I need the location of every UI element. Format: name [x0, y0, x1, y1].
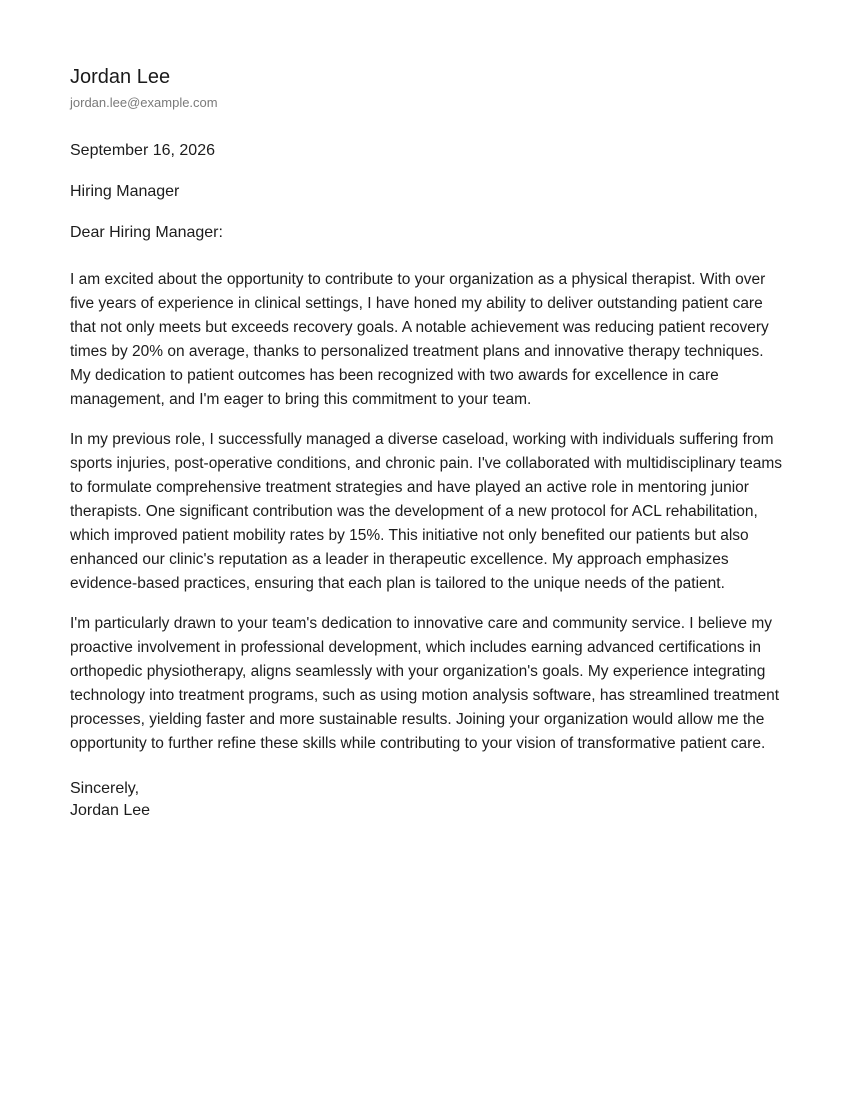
recipient: Hiring Manager	[70, 183, 180, 200]
body-paragraph-1: I am excited about the opportunity to contribute to your organization as a physical therapist. With over five years of experience in clinical settings, I have honed my ability to deliver outstanding patient care that not only meets but exceeds recovery goals. A notable achievement was reducing patient recovery times by 20% on average, thanks to personalized treatment plans and innovative therapy techniques. My dedication to patient outcomes has been recognized with two awards for excellence in care management, and I'm eager to bring this commitment to your team.	[70, 271, 769, 408]
letter-date: September 16, 2026	[70, 142, 215, 159]
cover-letter	[70, 64, 782, 822]
signature-name: Jordan Lee	[70, 802, 151, 819]
body-paragraph-3: I'm particularly drawn to your team's dedication to innovative care and community service. I believe my proactive involvement in professional development, which includes earning advanced certifications in orthopedic physiotherapy, aligns seamlessly with your organization's goals. My experience integrating technology into treatment programs, such as using motion analysis software, has streamlined treatment processes, yielding faster and more sustainable results. Joining your organization would allow me the opportunity to further refine these skills while contributing to your vision of transformative patient care.	[70, 615, 780, 752]
closing: Sincerely,	[70, 780, 140, 797]
sender-email: jordan.lee@example.com	[70, 95, 218, 110]
sender-name: Jordan Lee	[70, 66, 171, 88]
salutation: Dear Hiring Manager:	[70, 224, 223, 241]
body-paragraph-2: In my previous role, I successfully managed a diverse caseload, working with individuals suffering from sports injuries, post-operative conditions, and chronic pain. I've collaborated with multidisciplinary teams to formulate comprehensive treatment strategies and have played an active role in mentoring junior therapists. One significant contribution was the development of a new protocol for ACL rehabilitation, which improved patient mobility rates by 15%. This initiative not only benefited our patients but also enhanced our clinic's reputation as a leader in therapeutic excellence. My approach emphasizes evidence-based practices, ensuring that each plan is tailored to the unique needs of the patient.	[70, 431, 783, 592]
